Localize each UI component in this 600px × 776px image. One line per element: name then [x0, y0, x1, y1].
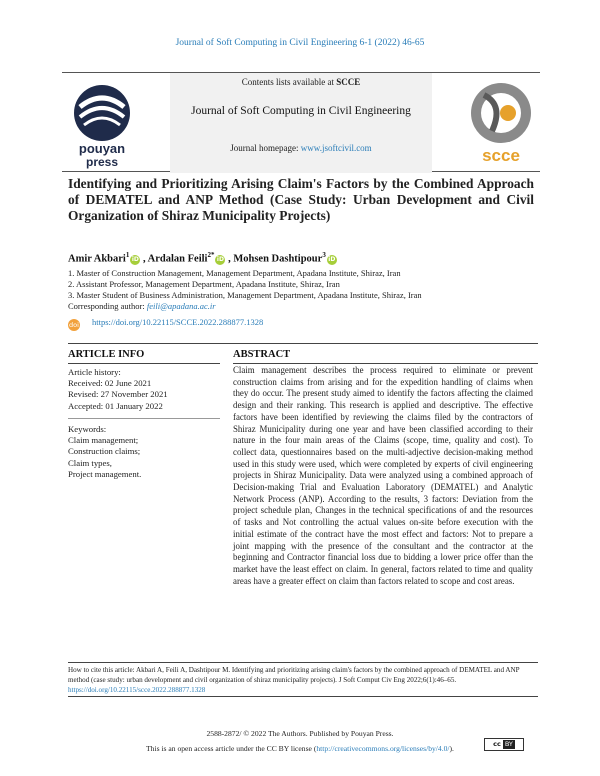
author-affil-sup: 2* [207, 251, 215, 259]
divider [233, 363, 538, 364]
revised-date: Revised: 27 November 2021 [68, 389, 168, 400]
keywords-label: Keywords: [68, 424, 107, 434]
divider [68, 343, 538, 344]
article-info-heading: ARTICLE INFO [68, 349, 145, 360]
homepage-link[interactable]: www.jsoftcivil.com [300, 143, 372, 153]
received-date: Received: 02 June 2021 [68, 378, 152, 389]
license-link[interactable]: http://creativecommons.org/licenses/by/4.0/ [316, 744, 450, 753]
orcid-icon[interactable]: iD [131, 255, 139, 263]
keywords-block [68, 424, 220, 480]
by-icon: BY [504, 740, 513, 748]
affiliation-3: 3. Master Student of Business Administration, Management Department, Apadana Institute, Shiraz, Iran [68, 290, 422, 300]
divider [68, 662, 538, 663]
abstract-heading: ABSTRACT [233, 349, 291, 360]
corresponding-author: Corresponding author: feili@apadana.ac.ir [68, 301, 216, 311]
keyword: Claim management; [68, 435, 139, 446]
divider [68, 418, 220, 419]
contents-org: SCCE [336, 77, 361, 87]
journal-masthead [62, 72, 540, 172]
logo-word-pouyan: pouyan [78, 141, 126, 156]
author-affil-sup: 1 [125, 251, 130, 259]
affiliation-1: 1. Master of Construction Management, Management Department, Apadana Institute, Shiraz, Iran [68, 268, 401, 278]
cc-by-badge[interactable] [484, 738, 524, 751]
citation-doi-link[interactable]: https://doi.org/10.22115/scce.2022.288877.1328 [68, 686, 206, 694]
affiliation-2: 2. Assistant Professor, Management Department, Apadana Institute, Shiraz, Iran [68, 279, 340, 289]
footer-copyright: 2588-2872/ © 2022 The Authors. Published by Pouyan Press. [206, 729, 394, 738]
author-name: Amir Akbari [68, 253, 126, 265]
keyword: Construction claims; [68, 446, 141, 457]
doi-row [68, 317, 468, 331]
author-name: , Mohsen Dashtipour [228, 253, 323, 265]
scce-logo [464, 77, 538, 169]
journal-name: Journal of Soft Computing in Civil Engineering [191, 105, 411, 117]
keyword: Claim types, [68, 457, 112, 468]
citation-block: How to cite this article: Akbari A, Feili A, Dashtipour M. Identifying and prioritizing arising claim's factors by the combined approach of DEMATEL and ANP method (case study: urban development and civil organization of shiraz municipality projects). J Soft Comput Civ Eng 2022;6(1):46–65. https://doi.org/10.22115/scce.2022.288877.1328 [68, 666, 520, 694]
author-name: , Ardalan Feili [142, 253, 208, 265]
divider [68, 696, 538, 697]
contents-line: Contents lists available at SCCE [241, 77, 361, 87]
footer-license: This is an open access article under the CC BY license (http://creativecommons.org/licenses/by/4.0/). [146, 744, 454, 753]
orcid-icon[interactable]: iD [328, 255, 336, 263]
accepted-date: Accepted: 01 January 2022 [68, 400, 163, 411]
doi-link[interactable]: https://doi.org/10.22115/SCCE.2022.288877.1328 [92, 317, 264, 327]
journal-homepage: Journal homepage: www.jsoftcivil.com [230, 143, 372, 153]
orcid-icon[interactable]: iD [216, 255, 224, 263]
author-list [68, 251, 534, 265]
masthead-center [170, 73, 432, 173]
logo-word-scce: scce [482, 146, 520, 165]
cc-icon: cc [493, 740, 501, 748]
keyword: Project management. [68, 468, 142, 479]
corresponding-email[interactable]: feili@apadana.ac.ir [146, 301, 216, 311]
pouyan-press-logo [66, 77, 138, 169]
paper-title: Identifying and Prioritizing Arising Claim's Factors by the Combined Approach of DEMATEL and ANP Method (Case Study: Urban Development and Civil Organization of Shiraz Municipality Projects) [68, 176, 534, 223]
divider [68, 363, 220, 364]
abstract-text: Claim management describes the process required to eliminate or prevent construction claims from arising and for the expedition handling of claims when they do occur. The present study aimed to identify the factors affecting the claimed design and their ranking. This research is applied and descriptive. The effective factors have been identified by reviewing the claims filed by the contractors of Shiraz Municipality during one year and have been classified according to their nature in the four main areas of the Claims (scope, time, quality and cost). To collect data, questionnaires based on the multi-adjective decision-making method used in this study were used, which were completed by experts of civil engineering projects in Shiraz Municipality. Data were analyzed using a combined approach of Decision-making Trial and Evaluation Laboratory (DEMATEL) and Analytic Network Process (ANP). According to the results, 3 factors: Deviation from the project schedule plan, Changes in the technical specifications of and the resources of tasks and Not controlling the actual values on-site before execution with the initial estimate of the contract have the most effect and factors: Not to prepare a joint mapping with the presence of the consultant and the contractor at the beginning and Contractor financial loss due to bidding a lower price offer than the market have the least effect on claim. In general, factors related to time and quality areas have a greater effect on claim than factors related to scope and cost areas. [233, 365, 533, 586]
history-label: Article history: [68, 367, 121, 377]
article-history [68, 367, 220, 412]
logo-word-press: press [85, 155, 119, 169]
author-affil-sup: 3 [322, 251, 326, 259]
doi-icon: doi [69, 321, 79, 329]
running-head: Journal of Soft Computing in Civil Engineering 6-1 (2022) 46-65 [175, 38, 425, 48]
